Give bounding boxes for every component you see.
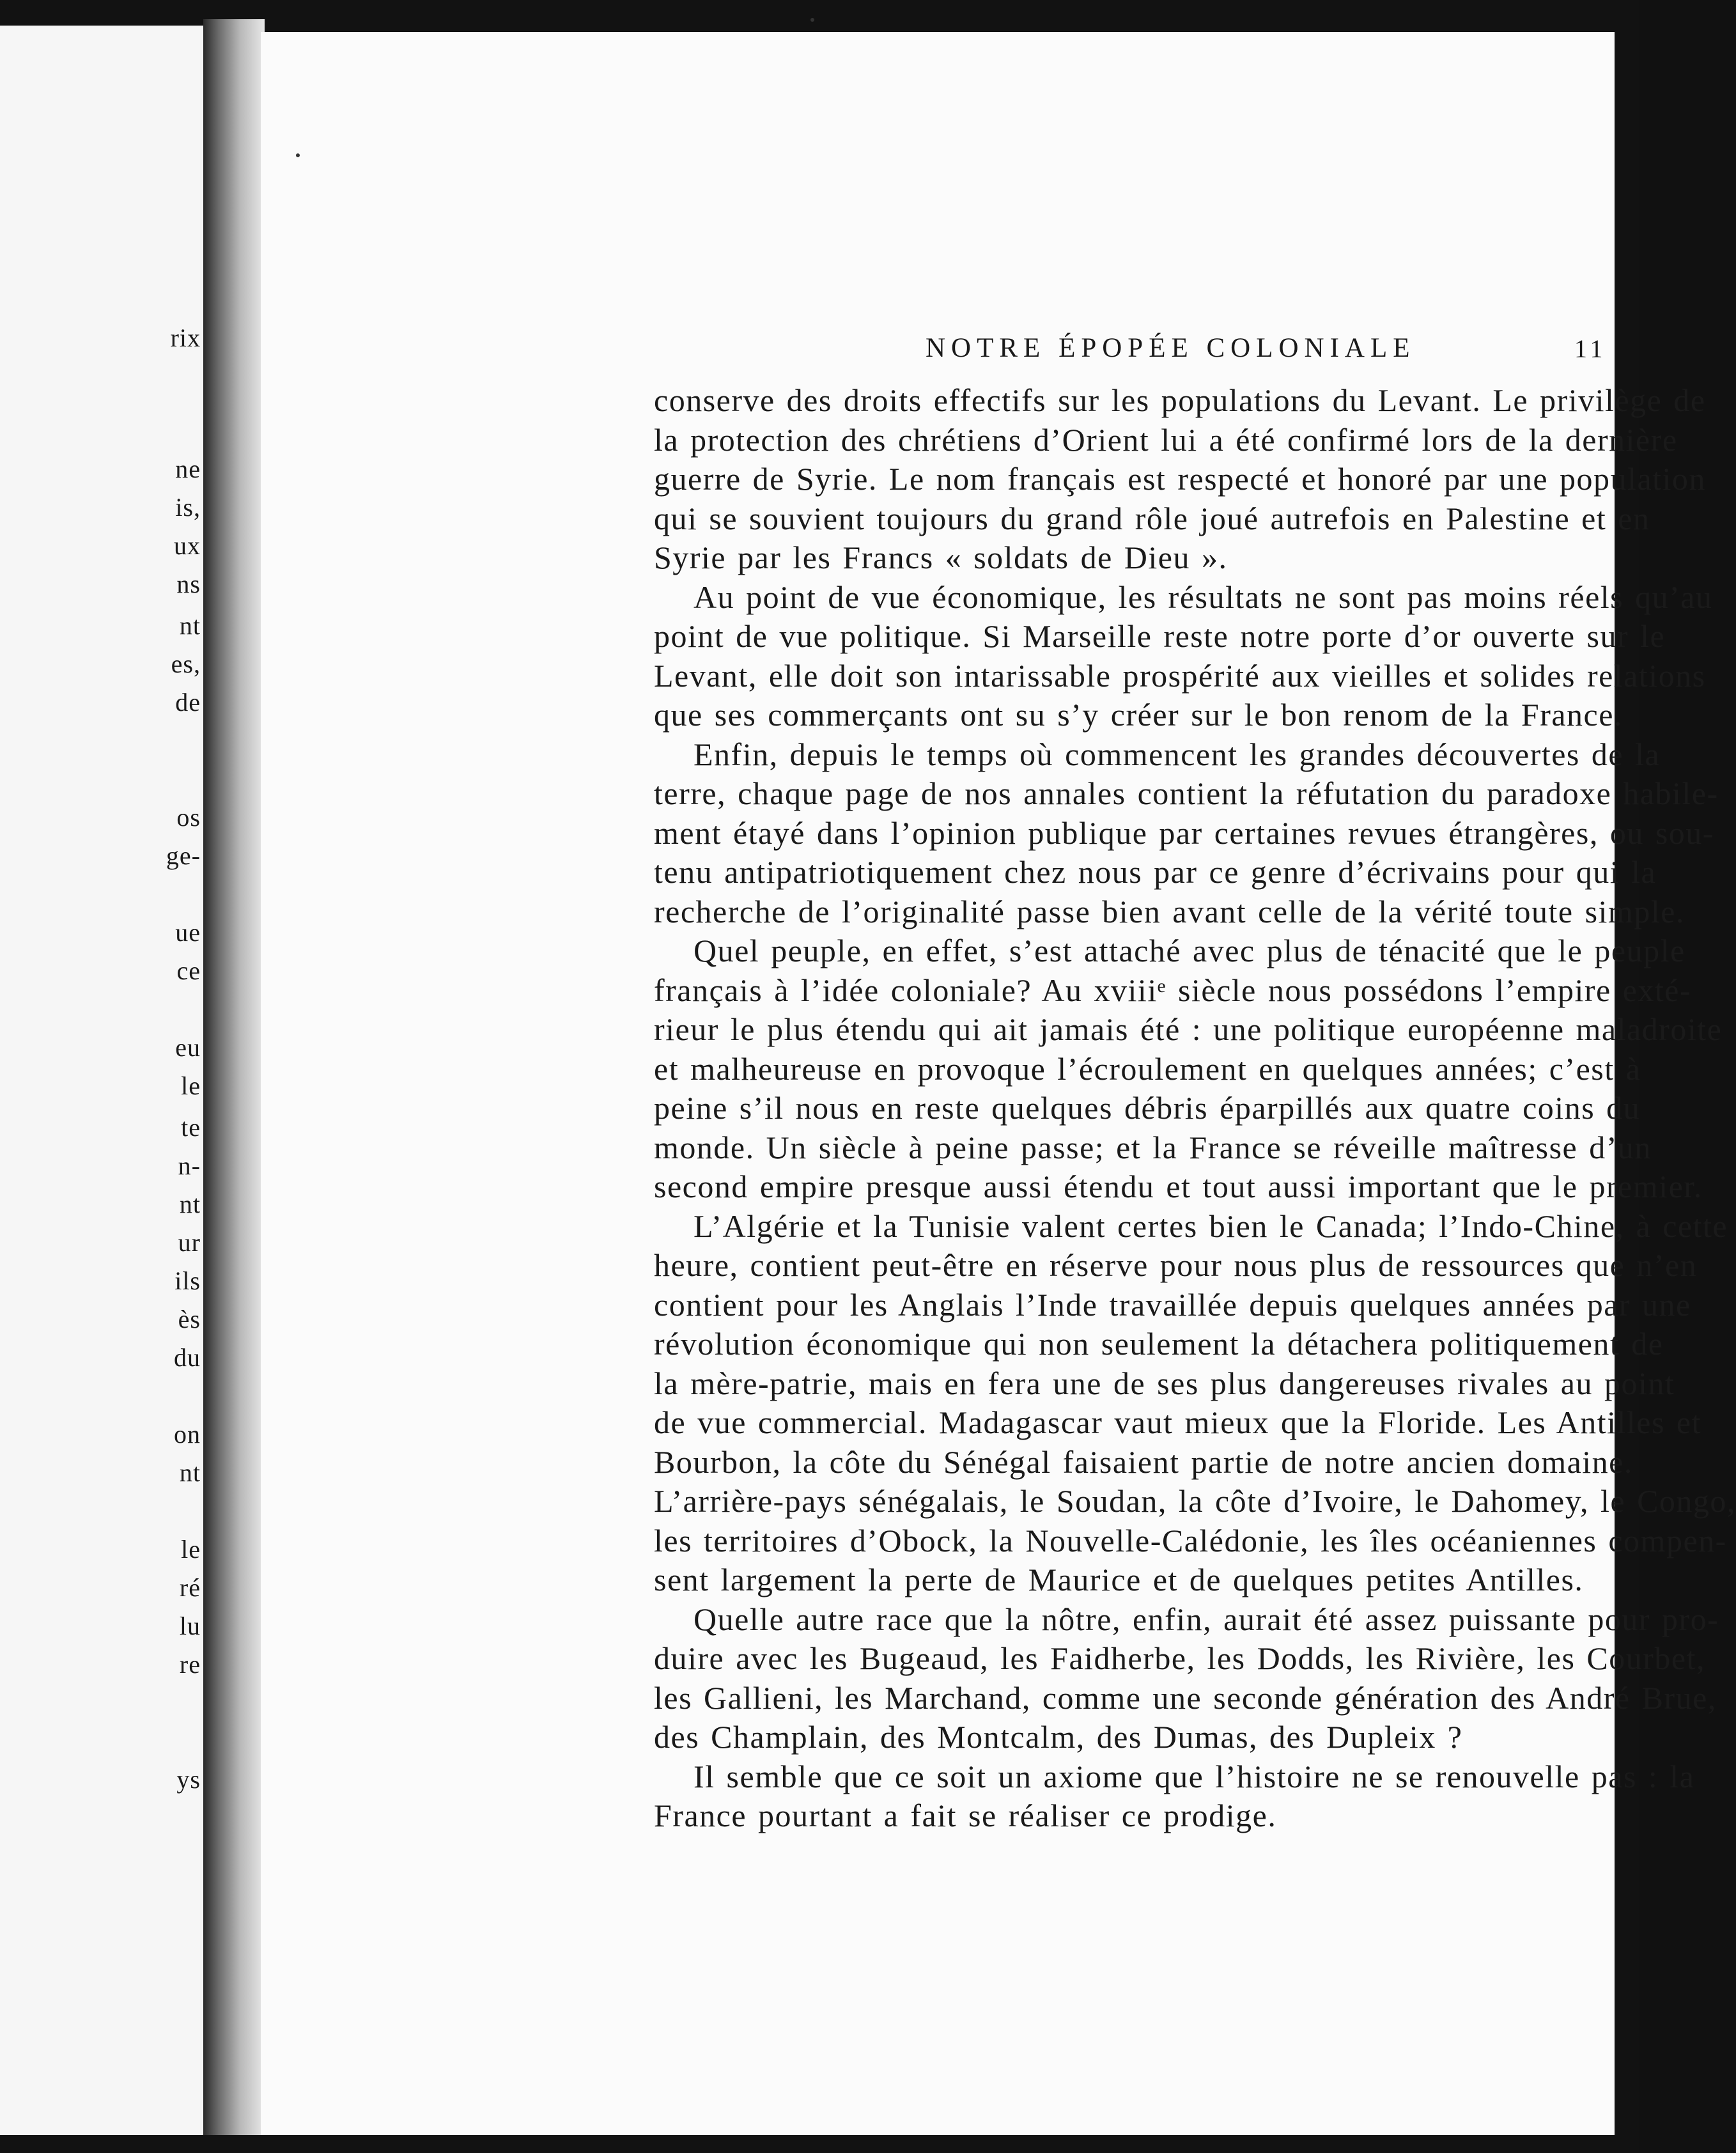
text-line: guerre de Syrie. Le nom français est respecté et honoré par une population [654, 461, 1706, 497]
left-page-fragment: is, [175, 493, 201, 522]
text-line: point de vue politique. Si Marseille reste notre porte d’or ouverte sur le [654, 618, 1666, 654]
text-line: L’Algérie et la Tunisie valent certes bien le Canada; l’Indo-Chine, à cette [694, 1208, 1728, 1244]
left-page-fragment: ge- [166, 841, 201, 870]
text-line: terre, chaque page de nos annales contient la réfutation du paradoxe habile- [654, 775, 1719, 811]
left-page [0, 26, 203, 2135]
text-line: de vue commercial. Madagascar vaut mieux que la Floride. Les Antilles et [654, 1404, 1702, 1440]
text-line: la protection des chrétiens d’Orient lui a été confirmé lors de la dernière [654, 421, 1678, 458]
left-page-fragment: ne [175, 455, 201, 483]
left-page-fragment: lu [179, 1612, 201, 1640]
left-page-fragment: ils [174, 1266, 201, 1295]
left-page-fragment: le [181, 1071, 201, 1100]
left-page-fragment: ns [176, 570, 201, 598]
right-page [261, 32, 1736, 2135]
left-page-fragment: ce [176, 956, 201, 985]
speck-mark [810, 18, 814, 22]
left-page-fragment: ys [176, 1765, 201, 1794]
text-line: France pourtant a fait se réaliser ce prodige. [654, 1798, 1277, 1833]
left-page-fragment: nt [179, 1190, 201, 1218]
page-number: 11 [1574, 334, 1607, 363]
speck-mark [296, 153, 300, 157]
left-page-fragment: n- [178, 1151, 201, 1180]
left-page-fragment: te [181, 1113, 201, 1142]
left-page-fragment: rix [170, 323, 201, 352]
left-page-fragment: on [174, 1420, 201, 1449]
body-text [654, 381, 1736, 1836]
text-line: des Champlain, des Montcalm, des Dumas, des Dupleix ? [654, 1719, 1463, 1755]
text-line: ment étayé dans l’opinion publique par certaines revues étrangères, ou sou- [654, 814, 1714, 851]
left-page-fragment: nt [179, 1458, 201, 1487]
text-line: conserve des droits effectifs sur les populations du Levant. Le privilège de [654, 382, 1706, 418]
text-line: et malheureuse en provoque l’écroulement en quelques années; c’est à [654, 1050, 1641, 1087]
book-gutter-shadow [203, 19, 265, 2135]
text-line: que ses commerçants ont su s’y créer sur le bon renom de la France. [654, 697, 1623, 733]
text-line: Au point de vue économique, les résultats ne sont pas moins réels qu’au [694, 579, 1713, 615]
left-page-fragment: os [176, 803, 201, 832]
text-line: les territoires d’Obock, la Nouvelle-Calédonie, les îles océaniennes compen- [654, 1522, 1727, 1558]
left-page-fragment: es, [171, 649, 201, 678]
left-page-fragment: ré [179, 1573, 201, 1602]
left-page-fragment: ur [178, 1228, 201, 1257]
text-line: peine s’il nous en reste quelques débris éparpillés aux quatre coins du [654, 1090, 1641, 1126]
text-line: Quel peuple, en effet, s’est attaché avec plus de ténacité que le peuple [694, 933, 1686, 968]
text-line: Syrie par les Francs « soldats de Dieu ». [654, 540, 1228, 575]
left-page-fragment: ux [174, 531, 201, 560]
text-line: Levant, elle doit son intarissable prospérité aux vieilles et solides relations [654, 657, 1706, 694]
text-line: tenu antipatriotiquement chez nous par ce genre d’écrivains pour qui la [654, 854, 1657, 890]
left-page-fragment: du [174, 1343, 201, 1372]
text-line: Il semble que ce soit un axiome que l’histoire ne se renouvelle pas : la [694, 1758, 1695, 1794]
left-page-fragment: de [175, 688, 201, 717]
running-head: NOTRE ÉPOPÉE COLONIALE [926, 333, 1416, 363]
text-line: monde. Un siècle à peine passe; et la France se réveille maîtresse d’un [654, 1129, 1652, 1165]
left-page-fragment: ès [178, 1305, 201, 1333]
text-line: contient pour les Anglais l’Inde travaillée depuis quelques années par une [654, 1286, 1691, 1323]
text-line: la mère-patrie, mais en fera une de ses plus dangereuses rivales au point [654, 1365, 1675, 1401]
text-line: les Gallieni, les Marchand, comme une seconde génération des André Brue, [654, 1679, 1717, 1716]
text-line: sent largement la perte de Maurice et de quelques petites Antilles. [654, 1562, 1584, 1597]
text-line: Enfin, depuis le temps où commencent les grandes découvertes de la [694, 736, 1661, 772]
text-line: recherche de l’originalité passe bien avant celle de la vérité toute simple. [654, 893, 1685, 929]
text-line: heure, contient peut-être en réserve pour nous plus de ressources que n’en [654, 1247, 1698, 1283]
text-line: qui se souvient toujours du grand rôle joué autrefois en Palestine et en [654, 500, 1650, 536]
left-page-fragment: eu [175, 1033, 201, 1062]
text-line: rieur le plus étendu qui ait jamais été : une politique européenne maladroite [654, 1011, 1723, 1047]
left-page-fragment: ue [175, 918, 201, 947]
left-page-fragment: re [179, 1650, 201, 1679]
text-line: français à l’idée coloniale? Au xviiiᵉ siècle nous possédons l’empire exté- [654, 972, 1692, 1008]
text-line: révolution économique qui non seulement la détachera politiquement de [654, 1326, 1664, 1362]
text-line: Quelle autre race que la nôtre, enfin, aurait été assez puissante pour pro- [694, 1601, 1719, 1637]
text-line: L’arrière-pays sénégalais, le Soudan, la côte d’Ivoire, le Dahomey, le Congo, [654, 1483, 1736, 1519]
left-page-fragment: nt [179, 611, 201, 640]
left-page-fragment: le [181, 1535, 201, 1564]
text-line: Bourbon, la côte du Sénégal faisaient partie de notre ancien domaine. [654, 1443, 1633, 1480]
text-line: second empire presque aussi étendu et tout aussi important que le premier. [654, 1169, 1703, 1204]
text-line: duire avec les Bugeaud, les Faidherbe, les Dodds, les Rivière, les Courbet, [654, 1640, 1706, 1676]
